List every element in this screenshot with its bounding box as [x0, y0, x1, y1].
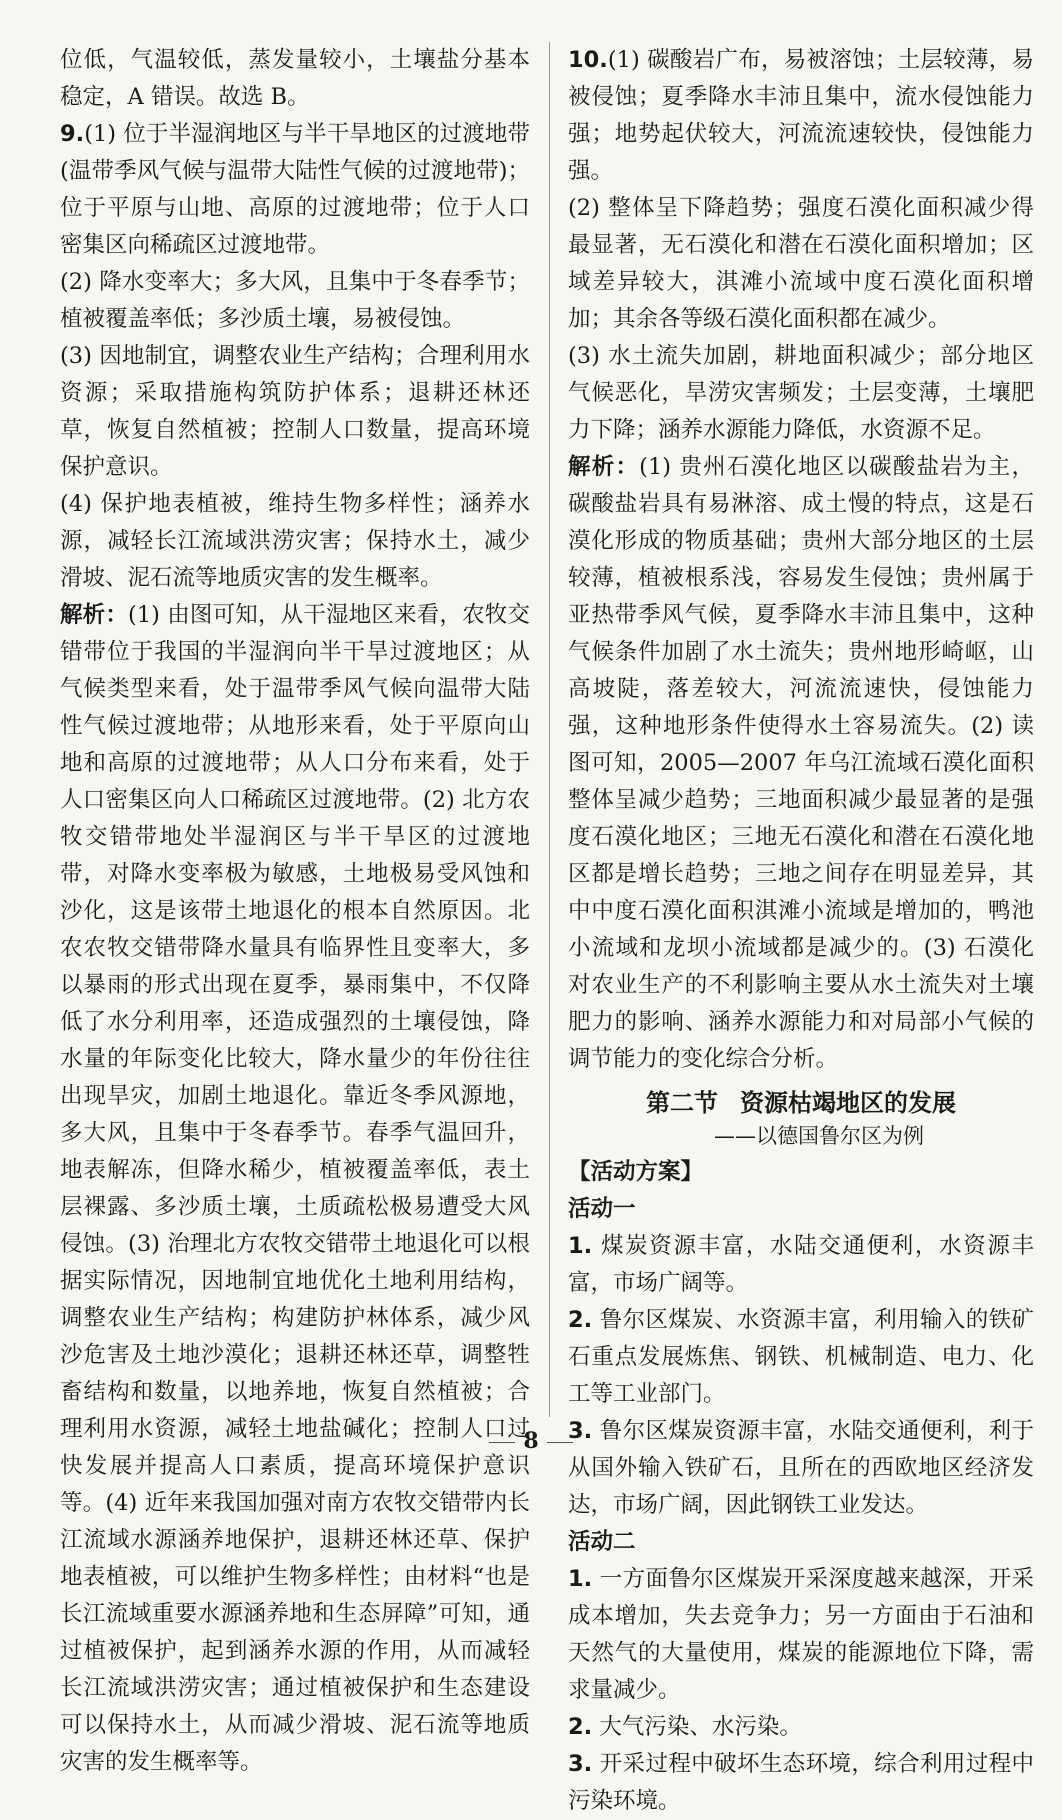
- activity1-item-2: [568, 1302, 1034, 1413]
- section-number: 第二节: [646, 1088, 718, 1117]
- activity2-item-1: [568, 1561, 1034, 1709]
- q10-answer-2: (2) 整体呈下降趋势；强度石漠化面积减少得最显著，无石漠化和潜在石漠化面积增加；区域差异较大，淇滩小流域中度石漠化面积增加；其余各等级石漠化面积都在减少。: [568, 195, 1034, 332]
- activity1-title: 活动一: [568, 1196, 636, 1222]
- item-number: 3.: [568, 1418, 593, 1444]
- item-text: 大气污染、水污染。: [599, 1714, 802, 1740]
- page-number: 8: [523, 1428, 539, 1454]
- q9-answer-4: (4) 保护地表植被，维持生物多样性；涵养水源，减轻长江流域洪涝灾害；保持水土，减少滑坡、泥石流等地质灾害的发生概率。: [60, 491, 530, 591]
- item-number: 1.: [568, 1566, 593, 1592]
- q10-answer-1: [568, 42, 1034, 190]
- q9-answer-2: (2) 降水变率大；多大风，且集中于冬春季节；植被覆盖率低；多沙质土壤，易被侵蚀。: [60, 269, 530, 332]
- section-title: [568, 1086, 1034, 1120]
- column-divider: [549, 42, 550, 1417]
- q10-number: 10.: [568, 47, 608, 73]
- activity1-item-1: [568, 1228, 1034, 1302]
- q9-analysis: [60, 597, 530, 1781]
- q9-answer-1-text: (1) 位于半湿润地区与半干旱地区的过渡地带(温带季风气候与温带大陆性气候的过渡地带)；位于平原与山地、高原的过渡地带；位于人口密集区向稀疏区过渡地带。: [60, 121, 530, 258]
- section-name: 资源枯竭地区的发展: [740, 1088, 956, 1117]
- item-number: 2.: [568, 1307, 593, 1333]
- item-text: 一方面鲁尔区煤炭开采深度越来越深，开采成本增加，失去竞争力；另一方面由于石油和天然气的大量使用，煤炭的能源地位下降，需求量减少。: [568, 1566, 1034, 1703]
- q9-answer-1: [60, 116, 530, 264]
- activity2-item-2: [568, 1709, 1034, 1746]
- right-column: [568, 42, 1034, 1820]
- item-text: 鲁尔区煤炭、水资源丰富，利用输入的铁矿石重点发展炼焦、钢铁、机械制造、电力、化工等工业部门。: [568, 1307, 1034, 1407]
- activity2-item-3: [568, 1746, 1034, 1820]
- q10-answer-3: (3) 水土流失加剧，耕地面积减少；部分地区气候恶化，旱涝灾害频发；土层变薄，土壤肥力下降；涵养水源能力降低，水资源不足。: [568, 343, 1034, 443]
- q9-answer-3: (3) 因地制宜，调整农业生产结构；合理利用水资源；采取措施构筑防护体系；退耕还林还草，恢复自然植被；控制人口数量，提高环境保护意识。: [60, 343, 530, 480]
- page-footer: [0, 1428, 1062, 1454]
- left-column: [60, 42, 530, 1781]
- item-number: 3.: [568, 1751, 593, 1777]
- q10-analysis: [568, 449, 1034, 1078]
- section-subtitle: ——以德国鲁尔区为例: [714, 1124, 924, 1148]
- item-text: 开采过程中破坏生态环境，综合利用过程中污染环境。: [568, 1751, 1034, 1814]
- q9-number: 9.: [60, 121, 85, 147]
- item-text: 煤炭资源丰富，水陆交通便利，水资源丰富，市场广阔等。: [568, 1233, 1034, 1296]
- q9-analysis-label: 解析：: [60, 602, 129, 628]
- carryover-paragraph: 位低，气温较低，蒸发量较小，土壤盐分基本稳定，A 错误。故选 B。: [60, 47, 530, 110]
- item-number: 1.: [568, 1233, 593, 1259]
- activity2-title: 活动二: [568, 1529, 636, 1555]
- item-number: 2.: [568, 1714, 593, 1740]
- q10-analysis-label: 解析：: [568, 454, 640, 480]
- plan-header: 【活动方案】: [568, 1159, 704, 1185]
- q9-analysis-text: (1) 由图可知，从干湿地区来看，农牧交错带位于我国的半湿润向半干旱过渡地区；从气候类型来看，处于温带季风气候向温带大陆性气候过渡地带；从地形来看，处于平原向山地和高原的过渡地带；从人口分布来看，处于人口密集区向人口稀疏区过渡地带。(2) 北方农牧交错带地处半湿润区与半干旱区的过渡地带，对降水变率极为敏感，土地极易受风蚀和沙化，这是该带土地退化的根本自然原因。北农农牧交错带降水量具有临界性且变率大，多以暴雨的形式出现在夏季，暴雨集中，不仅降低了水分利用率，还造成强烈的土壤侵蚀，降水量的年际变化比较大，降水量少的年份往往出现旱灾，加剧土地退化。靠近冬季风源地，多大风，且集中于冬春季节。春季气温回升，地表解冻，但降水稀少，植被覆盖率低，表土层裸露、多沙质土壤，土质疏松极易遭受大风侵蚀。(3) 治理北方农牧交错带土地退化可以根据实际情况，因地制宜地优化土地利用结构，调整农业生产结构；构建防护林体系，减少风沙危害及土地沙漠化；退耕还林还草，调整牲畜结构和数量，以地养地，恢复自然植被；合理利用水资源，减轻土地盐碱化；控制人口过快发展并提高人口素质，提高环境保护意识等。(4) 近年来我国加强对南方农牧交错带内长江流域水源涵养地保护，退耕还林还草、保护地表植被，可以维护生物多样性；由材料“也是长江流域重要水源涵养地和生态屏障”可知，通过植被保护，起到涵养水源的作用，从而减轻长江流域洪涝灾害；通过植被保护和生态建设可以保持水土，从而减少滑坡、泥石流等地质灾害的发生概率等。: [60, 602, 530, 1775]
- item-text: 鲁尔区煤炭资源丰富，水陆交通便利，利于从国外输入铁矿石，且所在的西欧地区经济发达，市场广阔，因此钢铁工业发达。: [568, 1418, 1034, 1518]
- q10-answer-1-text: (1) 碳酸岩广布，易被溶蚀；土层较薄，易被侵蚀；夏季降水丰沛且集中，流水侵蚀能力强；地势起伏较大，河流流速较快，侵蚀能力强。: [568, 47, 1034, 184]
- q10-analysis-text: (1) 贵州石漠化地区以碳酸盐岩为主，碳酸盐岩具有易淋溶、成土慢的特点，这是石漠化形成的物质基础；贵州大部分地区的土层较薄，植被根系浅，容易发生侵蚀；贵州属于亚热带季风气候，夏季降水丰沛且集中，这种气候条件加剧了水土流失；贵州地形崎岖，山高坡陡，落差较大，河流流速快，侵蚀能力强，这种地形条件使得水土容易流失。(2) 读图可知，2005—2007 年乌江流域石漠化面积整体呈减少趋势；三地面积减少最显著的是强度石漠化地区；三地无石漠化和潜在石漠化地区都是增长趋势；三地之间存在明显差异，其中中度石漠化面积淇滩小流域是增加的，鸭池小流域和龙坝小流域都是减少的。(3) 石漠化对农业生产的不利影响主要从水土流失对土壤肥力的影响、涵养水源能力和对局部小气候的调节能力的变化综合分析。: [568, 454, 1034, 1072]
